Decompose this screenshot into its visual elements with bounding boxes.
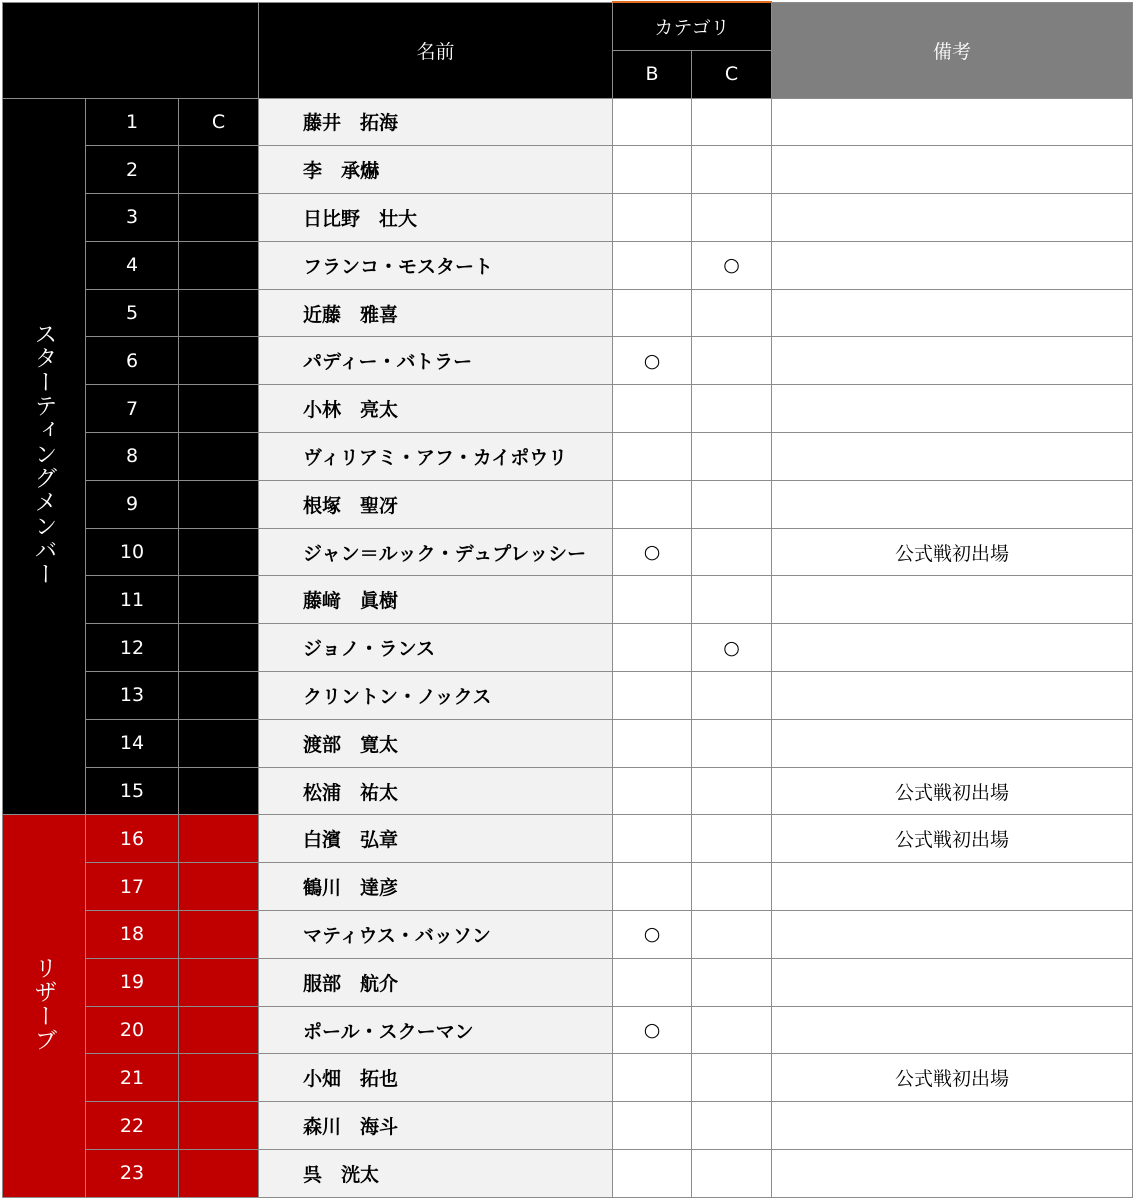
player-number: 15	[86, 767, 179, 815]
category-c-mark	[692, 719, 772, 767]
category-b-mark	[613, 672, 692, 720]
player-row	[3, 1006, 1133, 1054]
player-row	[3, 480, 1133, 528]
player-row	[3, 146, 1133, 194]
player-note	[772, 241, 1133, 289]
player-name: 李 承爀	[259, 146, 613, 194]
player-number: 4	[86, 241, 179, 289]
player-number: 1	[86, 98, 179, 146]
player-row	[3, 1102, 1133, 1150]
player-note	[772, 480, 1133, 528]
player-number: 20	[86, 1006, 179, 1054]
player-role	[179, 672, 259, 720]
player-role	[179, 624, 259, 672]
player-name: 渡部 寛太	[259, 719, 613, 767]
player-number: 9	[86, 480, 179, 528]
player-number: 2	[86, 146, 179, 194]
group-reserves	[3, 815, 86, 1197]
category-c-mark: ○	[692, 241, 772, 289]
category-c-mark	[692, 1150, 772, 1198]
category-c-mark	[692, 480, 772, 528]
player-number: 3	[86, 194, 179, 242]
player-row	[3, 863, 1133, 911]
player-role	[179, 146, 259, 194]
category-b-mark	[613, 624, 692, 672]
roster-table	[2, 1, 1133, 1198]
player-role	[179, 480, 259, 528]
player-note	[772, 1150, 1133, 1198]
category-b-mark	[613, 98, 692, 146]
player-number: 22	[86, 1102, 179, 1150]
player-role	[179, 815, 259, 863]
player-number: 11	[86, 576, 179, 624]
player-role	[179, 719, 259, 767]
player-number: 8	[86, 433, 179, 481]
player-note	[772, 1006, 1133, 1054]
player-note	[772, 863, 1133, 911]
player-row	[3, 289, 1133, 337]
player-row	[3, 98, 1133, 146]
player-note: 公式戦初出場	[772, 528, 1133, 576]
player-name: 白濱 弘章	[259, 815, 613, 863]
category-b-mark	[613, 241, 692, 289]
header-blank	[3, 2, 259, 98]
player-row	[3, 719, 1133, 767]
category-c-mark	[692, 911, 772, 959]
player-number: 12	[86, 624, 179, 672]
player-row	[3, 337, 1133, 385]
group-label-starting: スターティングメンバー	[30, 321, 57, 586]
player-role	[179, 433, 259, 481]
category-c-mark	[692, 98, 772, 146]
category-c-mark	[692, 815, 772, 863]
player-role: C	[179, 98, 259, 146]
player-name: ジョノ・ランス	[259, 624, 613, 672]
category-c-mark	[692, 337, 772, 385]
group-starting-members	[3, 98, 86, 815]
player-note	[772, 194, 1133, 242]
player-name: ポール・スクーマン	[259, 1006, 613, 1054]
player-note: 公式戦初出場	[772, 815, 1133, 863]
player-name: 根塚 聖冴	[259, 480, 613, 528]
player-note	[772, 289, 1133, 337]
player-note	[772, 958, 1133, 1006]
category-b-mark	[613, 815, 692, 863]
player-row	[3, 672, 1133, 720]
player-name: 服部 航介	[259, 958, 613, 1006]
player-role	[179, 1006, 259, 1054]
category-b-mark	[613, 194, 692, 242]
player-note	[772, 385, 1133, 433]
player-row	[3, 958, 1133, 1006]
category-b-mark	[613, 767, 692, 815]
player-row	[3, 576, 1133, 624]
player-number: 10	[86, 528, 179, 576]
player-row	[3, 1150, 1133, 1198]
category-b-mark	[613, 289, 692, 337]
player-note	[772, 433, 1133, 481]
player-row	[3, 194, 1133, 242]
category-b-mark	[613, 433, 692, 481]
player-number: 16	[86, 815, 179, 863]
player-role	[179, 767, 259, 815]
header-category: カテゴリ	[613, 2, 772, 50]
player-role	[179, 1102, 259, 1150]
player-name: ヴィリアミ・アフ・カイポウリ	[259, 433, 613, 481]
player-row	[3, 433, 1133, 481]
player-row	[3, 815, 1133, 863]
player-number: 13	[86, 672, 179, 720]
player-name: 呉 洸太	[259, 1150, 613, 1198]
player-role	[179, 241, 259, 289]
group-label-reserve: リザーブ	[30, 955, 57, 1052]
player-name: クリントン・ノックス	[259, 672, 613, 720]
category-b-mark: ○	[613, 1006, 692, 1054]
category-c-mark	[692, 1054, 772, 1102]
category-b-mark	[613, 958, 692, 1006]
player-role	[179, 958, 259, 1006]
category-b-mark	[613, 576, 692, 624]
category-c-mark	[692, 863, 772, 911]
player-row	[3, 911, 1133, 959]
player-role	[179, 194, 259, 242]
player-number: 23	[86, 1150, 179, 1198]
category-c-mark	[692, 576, 772, 624]
player-row	[3, 385, 1133, 433]
player-number: 21	[86, 1054, 179, 1102]
category-c-mark	[692, 433, 772, 481]
player-row	[3, 767, 1133, 815]
player-role	[179, 528, 259, 576]
player-role	[179, 576, 259, 624]
player-note	[772, 146, 1133, 194]
player-row	[3, 1054, 1133, 1102]
category-c-mark: ○	[692, 624, 772, 672]
player-name: ジャン＝ルック・デュプレッシー	[259, 528, 613, 576]
player-name: 藤﨑 眞樹	[259, 576, 613, 624]
category-b-mark: ○	[613, 911, 692, 959]
category-b-mark	[613, 863, 692, 911]
category-c-mark	[692, 194, 772, 242]
player-number: 6	[86, 337, 179, 385]
roster-body	[3, 98, 1133, 1197]
player-role	[179, 289, 259, 337]
category-b-mark	[613, 1150, 692, 1198]
category-b-mark: ○	[613, 337, 692, 385]
player-number: 18	[86, 911, 179, 959]
category-c-mark	[692, 672, 772, 720]
player-number: 5	[86, 289, 179, 337]
category-c-mark	[692, 958, 772, 1006]
player-name: 松浦 祐太	[259, 767, 613, 815]
category-c-mark	[692, 1102, 772, 1150]
category-b-mark	[613, 1054, 692, 1102]
player-note	[772, 911, 1133, 959]
player-name: 鶴川 達彦	[259, 863, 613, 911]
player-number: 19	[86, 958, 179, 1006]
player-name: パディー・バトラー	[259, 337, 613, 385]
player-number: 14	[86, 719, 179, 767]
header-category-c: C	[692, 50, 772, 98]
category-c-mark	[692, 767, 772, 815]
category-b-mark	[613, 1102, 692, 1150]
player-role	[179, 1150, 259, 1198]
player-note	[772, 624, 1133, 672]
player-name: 藤井 拓海	[259, 98, 613, 146]
player-role	[179, 863, 259, 911]
header-notes: 備考	[772, 2, 1133, 98]
player-role	[179, 1054, 259, 1102]
player-name: 近藤 雅喜	[259, 289, 613, 337]
category-c-mark	[692, 1006, 772, 1054]
player-note	[772, 576, 1133, 624]
player-role	[179, 385, 259, 433]
player-role	[179, 911, 259, 959]
category-c-mark	[692, 385, 772, 433]
player-name: 森川 海斗	[259, 1102, 613, 1150]
player-number: 7	[86, 385, 179, 433]
category-b-mark	[613, 480, 692, 528]
player-name: マティウス・バッソン	[259, 911, 613, 959]
player-note	[772, 98, 1133, 146]
player-row	[3, 624, 1133, 672]
category-b-mark	[613, 719, 692, 767]
category-b-mark	[613, 385, 692, 433]
player-name: 日比野 壮大	[259, 194, 613, 242]
header-name: 名前	[259, 2, 613, 98]
player-note: 公式戦初出場	[772, 767, 1133, 815]
player-name: 小畑 拓也	[259, 1054, 613, 1102]
player-note	[772, 672, 1133, 720]
header-category-b: B	[613, 50, 692, 98]
player-note	[772, 337, 1133, 385]
player-name: フランコ・モスタート	[259, 241, 613, 289]
player-name: 小林 亮太	[259, 385, 613, 433]
category-c-mark	[692, 528, 772, 576]
player-role	[179, 337, 259, 385]
player-row	[3, 528, 1133, 576]
category-b-mark	[613, 146, 692, 194]
player-note	[772, 719, 1133, 767]
category-b-mark: ○	[613, 528, 692, 576]
player-number: 17	[86, 863, 179, 911]
player-row	[3, 241, 1133, 289]
category-c-mark	[692, 289, 772, 337]
player-note	[772, 1102, 1133, 1150]
player-note: 公式戦初出場	[772, 1054, 1133, 1102]
category-c-mark	[692, 146, 772, 194]
